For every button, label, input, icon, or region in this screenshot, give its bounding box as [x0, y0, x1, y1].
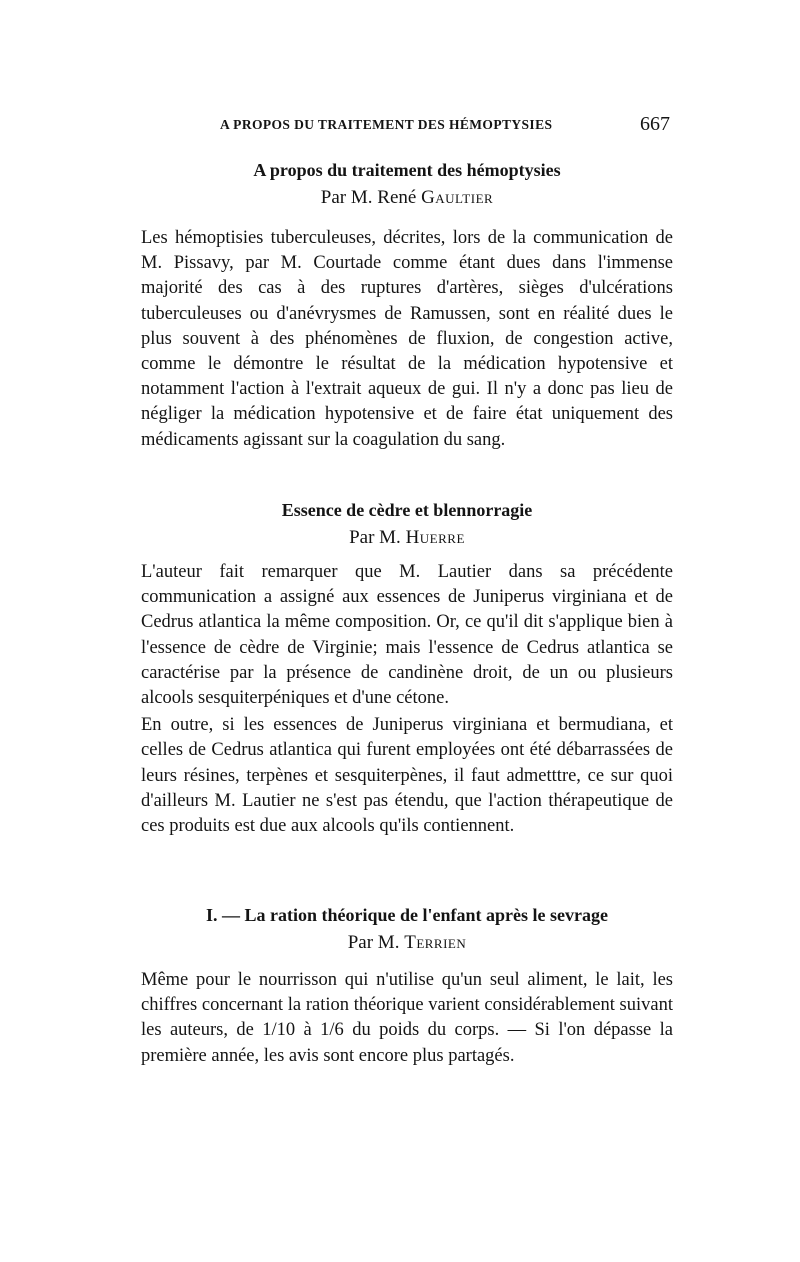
- article-title: I. — La ration théorique de l'enfant après le sevrage: [206, 905, 608, 925]
- article-title: Essence de cèdre et blennorragie: [281, 500, 533, 520]
- article-author: [141, 929, 673, 957]
- article-author: [141, 524, 673, 552]
- author-prefix: Par M. René: [320, 187, 417, 208]
- article-paragraph: Même pour le nourrisson qui n'utilise qu'un seul aliment, le lait, les chiffres concernant la ration théorique varient considérablement suivant les auteurs, de 1/10 à 1/6 du poids du corps. — Si l'on dépasse la première année, les avis sont encore plus partagés.: [141, 970, 673, 1066]
- article-title: A propos du traitement des hémoptysies: [253, 160, 561, 180]
- author-prefix: Par M.: [347, 932, 400, 953]
- running-title: A PROPOS DU TRAITEMENT DES HÉMOPTYSIES: [220, 117, 553, 132]
- article-paragraph: L'auteur fait remarquer que M. Lautier dans sa précédente communication a assigné aux essences de Juniperus virginiana et de Cedrus atlantica la même composition. Or, ce qu'il dit s'applique bien à l'essence de cèdre de Virginie; mais l'essence de Cedrus atlantica se caractérise par la présence de candinène droit, de un ou plusieurs alcools sesquiterpéniques et d'une cétone.: [141, 562, 673, 709]
- author-prefix: Par M.: [349, 527, 401, 548]
- article-essence-cedre: [141, 498, 673, 839]
- article-paragraph: Les hémoptisies tuberculeuses, décrites, lors de la communication de M. Pissavy, par M. Courtade comme étant dues dans l'immense majorité des cas à des ruptures d'artères, sièges d'ulcérations tuberculeuses ou d'anévrysmes de Ramussen, sont en réalité dues le plus souvent à des phénomènes de fluxion, de congestion active, comme le démontre le résultat de la médication hypotensive et notamment l'action à l'extrait aqueux de gui. Il n'y a donc pas lieu de négliger la médication hypotensive et de faire état uniquement des médicaments agissant sur la coagulation du sang.: [141, 228, 673, 450]
- author-name: Terrien: [404, 932, 467, 953]
- article-ration-theorique: [141, 903, 673, 1069]
- running-header: [140, 113, 672, 143]
- article-hemoptysies: [141, 158, 673, 453]
- author-name: Huerre: [405, 527, 465, 548]
- article-author: [141, 184, 673, 212]
- article-paragraph: En outre, si les essences de Juniperus virginiana et bermudiana, et celles de Cedrus atlantica qui furent employées ont été débarrassées de leurs résines, terpènes et sesquiterpènes, il faut admetttre, ce sur quoi d'ailleurs M. Lautier ne s'est pas étendu, que l'action thérapeutique de ces produits est due aux alcools qu'ils contiennent.: [141, 715, 673, 837]
- author-name: Gaultier: [421, 187, 494, 208]
- page-number: 667: [640, 113, 670, 135]
